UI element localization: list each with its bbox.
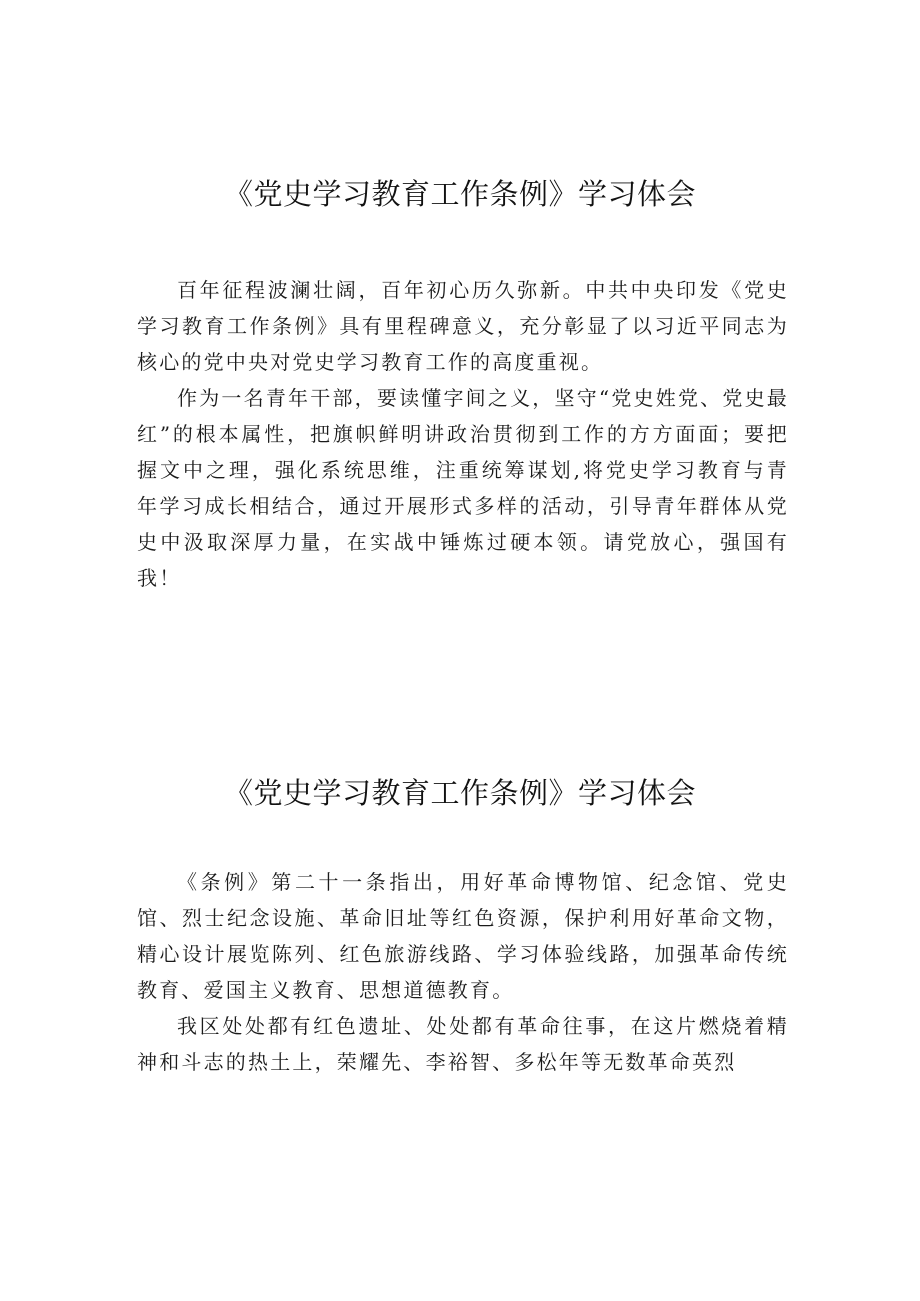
- article-title: 《党史学习教育工作条例》学习体会: [223, 776, 696, 810]
- article-body: [137, 272, 789, 596]
- paragraph: 作为一名青年干部，要读懂字间之义，坚守“党史姓党、党史最红”的根本属性，把旗帜鲜明讲政治贯彻到工作的方方面面；要把握文中之理，强化系统思维，注重统筹谋划,将党史学习教育与青年学习成长相结合，通过开展形式多样的活动，引导青年群体从党史中汲取深厚力量，在实战中锤炼过硬本领。请党放心，强国有我！: [137, 386, 789, 590]
- paragraph: 我区处处都有红色遗址、处处都有革命往事，在这片燃烧着精神和斗志的热土上，荣耀先、李裕智、多松年等无数革命英烈: [137, 1014, 789, 1074]
- paragraph: 《条例》第二十一条指出，用好革命博物馆、纪念馆、党史馆、烈士纪念设施、革命旧址等红色资源，保护利用好革命文物，精心设计展览陈列、红色旅游线路、学习体验线路，加强革命传统教育、爱国主义教育、思想道德教育。: [137, 870, 789, 1002]
- article-title: 《党史学习教育工作条例》学习体会: [223, 177, 696, 211]
- paragraph: 百年征程波澜壮阔，百年初心历久弥新。中共中央印发《党史学习教育工作条例》具有里程碑意义，充分彰显了以习近平同志为核心的党中央对党史学习教育工作的高度重视。: [137, 278, 789, 374]
- article-body: [137, 864, 789, 1080]
